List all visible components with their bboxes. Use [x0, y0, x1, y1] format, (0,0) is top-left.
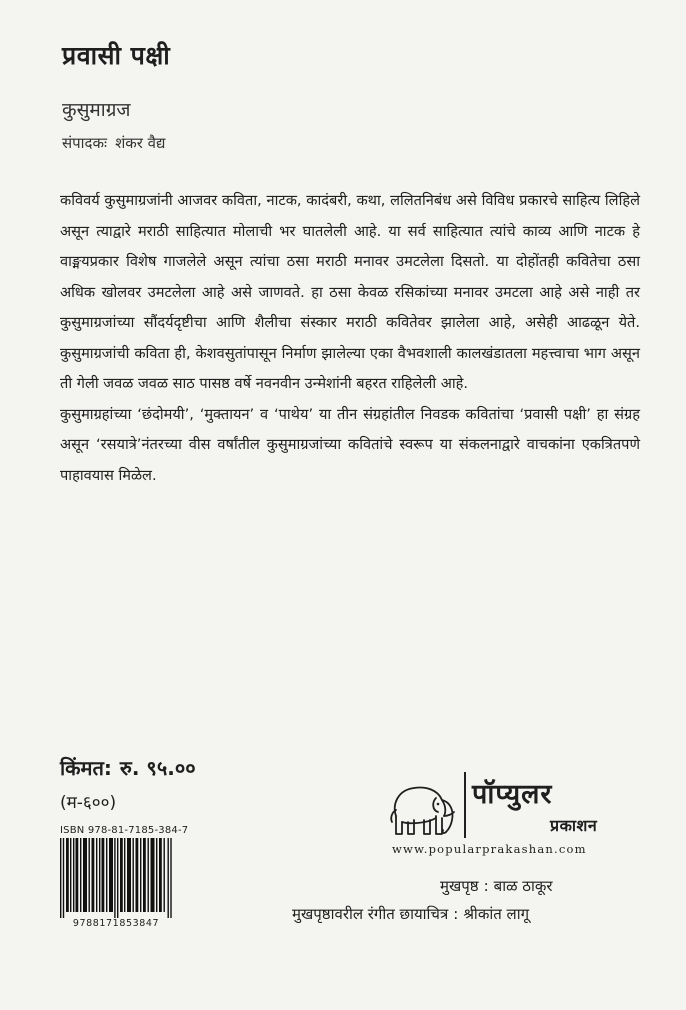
logo-divider — [464, 772, 466, 838]
cover-credit-name: बाळ ठाकूर — [493, 877, 553, 895]
photo-credit: मुखपृष्ठावरील रंगीत छायाचित्र : श्रीकांत लागू — [292, 905, 530, 923]
photo-credit-name: श्रीकांत लागू — [463, 905, 530, 923]
publisher-subname: प्रकाशन — [550, 816, 598, 835]
photo-credit-label: मुखपृष्ठावरील रंगीत छायाचित्र — [292, 905, 449, 923]
price-amount: रु. ९५.०० — [119, 756, 196, 780]
blurb — [60, 186, 640, 491]
publisher-name: पॉप्युलर — [472, 779, 553, 810]
editor-line — [62, 133, 165, 153]
author-name: कुसुमाग्रज — [62, 99, 131, 121]
isbn: ISBN 978-81-7185-384-7 — [60, 825, 189, 836]
barcode-number: 9788171853847 — [72, 918, 160, 929]
editor-name: शंकर वैद्य — [115, 134, 166, 152]
price — [60, 754, 196, 781]
cover-credit-label: मुखपृष्ठ — [440, 877, 479, 895]
barcode — [60, 838, 172, 918]
publisher-logo — [382, 768, 642, 844]
price-label: किंमत: — [60, 756, 112, 780]
blurb-paragraph-2: कुसुमाग्रहांच्या ‘छंदोमयी’, ‘मुक्तायन’ व ‘पाथेय’ या तीन संग्रहांतील निवडक कवितांचा ‘प्रवासी पक्षी’ हा संग्रह असून ‘रसयात्रे’नंतरच्या वीस वर्षांतील कुसुमाग्रजांच्या कवितांचे स्वरूप या संकलनाद्वारे वाचकांना एकत्रितपणे पाहावयास मिळेल. — [60, 405, 640, 484]
publisher-website: www.popularprakashan.com — [392, 842, 587, 856]
catalog-code: (म-६००) — [60, 793, 117, 813]
cover-credit: मुखपृष्ठ : बाळ ठाकूर — [440, 877, 553, 895]
elephant-icon — [386, 776, 460, 840]
editor-label: संपादकः — [62, 134, 108, 152]
blurb-paragraph-1: कविवर्य कुसुमाग्रजांनी आजवर कविता, नाटक, कादंबरी, कथा, ललितनिबंध असे विविध प्रकारचे साहित्य लिहिले असून त्याद्वारे मराठी साहित्यात मोलाची भर घातलेली आहे. या सर्व साहित्यात त्यांचे काव्य आणि नाटक हे वाङ्मयप्रकार विशेष गाजलेले असून त्यांचा ठसा मराठी मनावर उमटलेला दिसतो. या दोहोंतही कवितेचा ठसा अधिक खोलवर उमटलेला आहे असे जाणवते. हा ठसा केवळ रसिकांच्या मनावर उमटला आहे असे नाही तर कुसुमाग्रजांच्या सौंदर्यदृष्टीचा आणि शैलीचा संस्कार मराठी कवितेवर झालेला आहे, असेही आढळून येते. कुसुमाग्रजांची कविता ही, केशवसुतांपासून निर्माण झालेल्या एका वैभवशाली कालखंडातला महत्त्वाचा भाग असून ती गेली जवळ जवळ साठ पासष्ठ वर्षे नवनवीन उन्मेशांनी बहरत राहिलेली आहे. — [60, 192, 640, 392]
book-title: प्रवासी पक्षी — [62, 41, 171, 70]
